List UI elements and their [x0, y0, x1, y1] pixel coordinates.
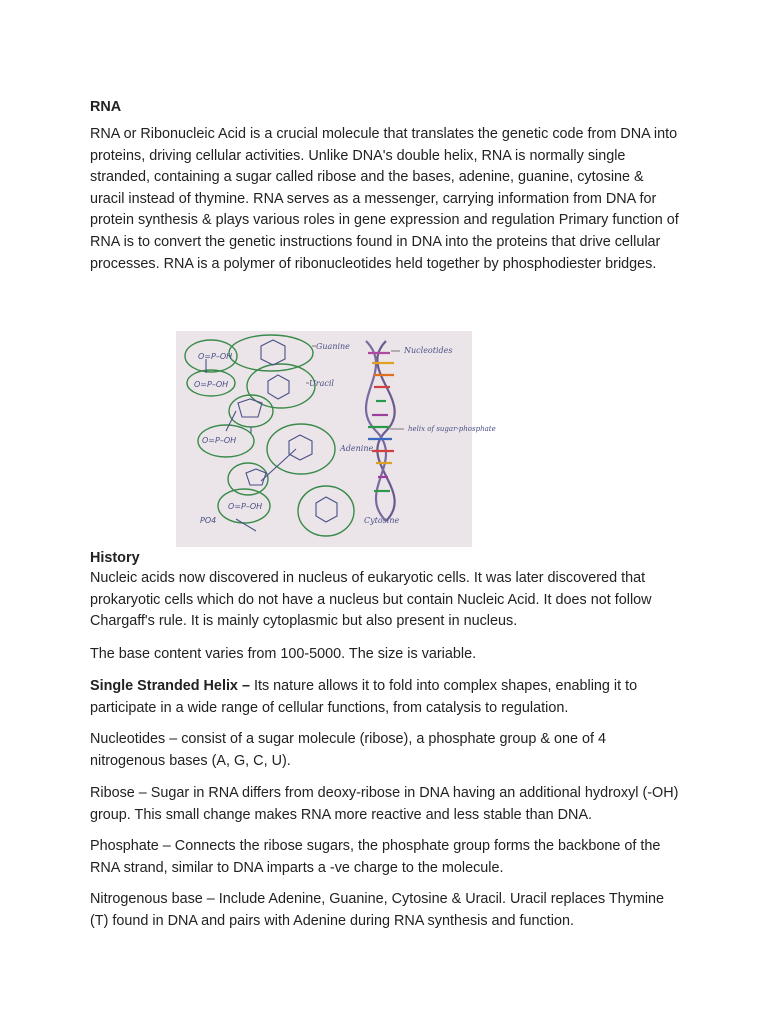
label-guanine: Guanine — [316, 342, 350, 351]
ribose-paragraph: Ribose – Sugar in RNA differs from deoxy-ribose in DNA having an additional hydroxyl (-OH) group. This small change makes RNA more reactive and less stable than DNA. — [90, 785, 679, 823]
label-nucleotides: Nucleotides — [404, 346, 453, 355]
label-uracil: Uracil — [309, 379, 334, 388]
single-stranded-label: Single Stranded Helix – — [90, 678, 250, 694]
phosphate-paragraph: Phosphate – Connects the ribose sugars, the phosphate group forms the backbone of the RNA strand, similar to DNA imparts a -ve charge to the molecule. — [90, 838, 661, 876]
base-content-paragraph: The base content varies from 100-5000. The size is variable. — [90, 646, 477, 662]
page-title: RNA — [90, 99, 122, 115]
nitrogenous-base-paragraph: Nitrogenous base – Include Adenine, Guanine, Cytosine & Uracil. Uracil replaces Thymine (T) found in DNA and pairs with Adenine during RNA synthesis and function. — [90, 891, 665, 929]
label-helix: helix of sugar-phosphate — [408, 425, 496, 433]
intro-paragraph: RNA or Ribonucleic Acid is a crucial molecule that translates the genetic code from DNA into proteins, driving cellular activities. Unlike DNA's double helix, RNA is normally single stranded, containing a sugar called ribose and the bases, adenine, guanine, cytosine & uracil instead of thymine. RNA serves as a messenger, carrying information from DNA for protein synthesis & plays various roles in gene expression and regulation Primary function of RNA is to convert the genetic instructions found in DNA into the proteins that drive cellular processes. RNA is a polymer of ribonucleotides held together by phosphodiester bridges. — [90, 126, 679, 272]
svg-text:O=P–OH: O=P–OH — [198, 352, 233, 361]
history-paragraph: Nucleic acids now discovered in nucleus of eukaryotic cells. It was later discovered that prokaryotic cells which do not have a nucleus but contain Nucleic Acid. It does not follow Chargaff's rule. It is mainly cytoplasmic but also present in nucleus. — [90, 570, 652, 630]
svg-text:O=P–OH: O=P–OH — [228, 502, 263, 511]
svg-text:O=P–OH: O=P–OH — [194, 380, 229, 389]
single-stranded-text: Its nature allows it to fold into complex shapes, enabling it to participate in a wide range of cellular functions, from catalysis to regulation. — [90, 678, 638, 716]
label-adenine: Adenine — [340, 444, 374, 453]
svg-text:PO4: PO4 — [200, 516, 217, 525]
single-stranded-paragraph — [90, 676, 680, 719]
rna-structure-figure — [176, 331, 496, 547]
history-heading: History — [90, 550, 140, 566]
rna-drawing — [176, 331, 496, 547]
nucleotides-paragraph: Nucleotides – consist of a sugar molecule (ribose), a phosphate group & one of 4 nitrogenous bases (A, G, C, U). — [90, 731, 606, 769]
label-cytosine: Cytosine — [364, 516, 400, 525]
svg-text:O=P–OH: O=P–OH — [202, 436, 237, 445]
